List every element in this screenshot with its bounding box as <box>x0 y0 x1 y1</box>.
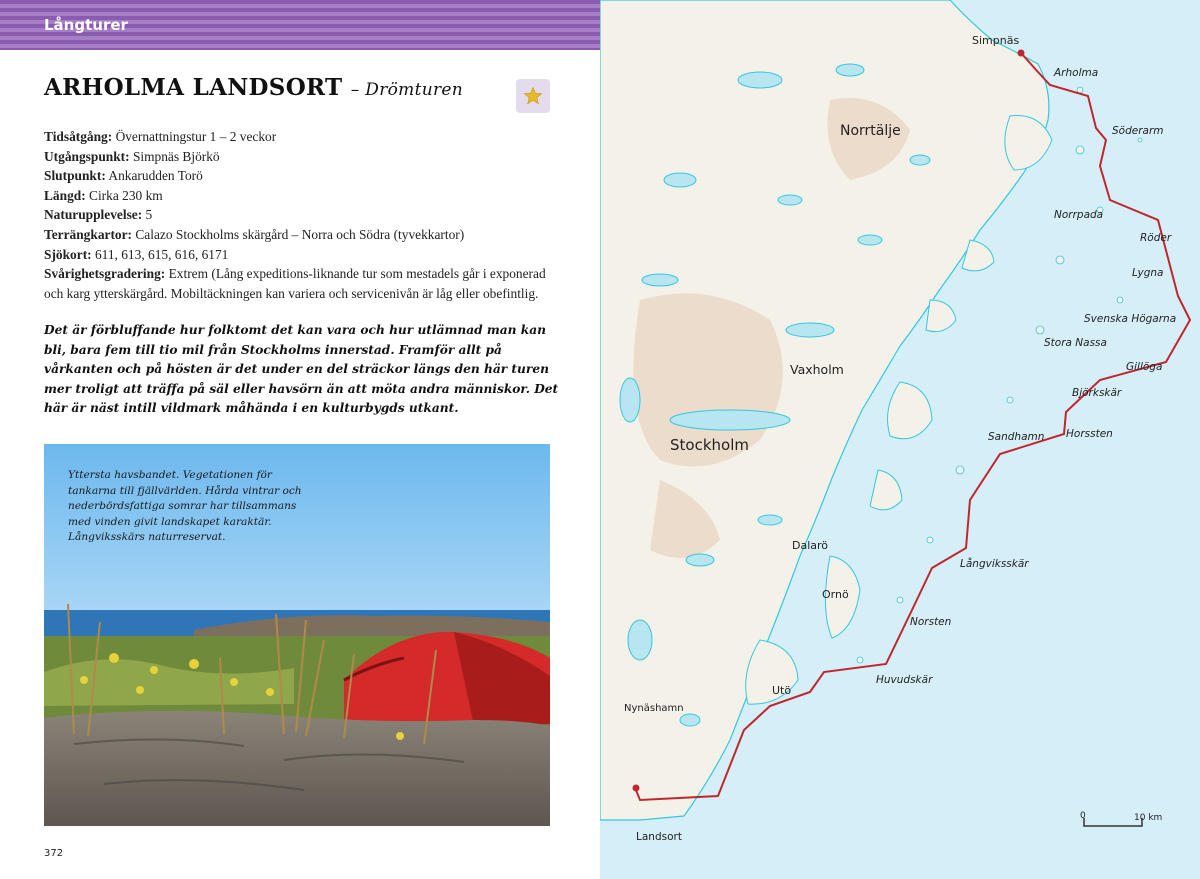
fact-value: Simpnäs Björkö <box>129 148 220 164</box>
label-svenska-hogarna: Svenska Högarna <box>1084 313 1177 325</box>
fact-key: Svårighetsgradering: <box>44 266 166 282</box>
map-canvas <box>600 0 1200 879</box>
label-stora-nassa: Stora Nassa <box>1044 337 1107 349</box>
label-stockholm: Stockholm <box>670 436 749 454</box>
intro-paragraph: Det är förbluffande hur folktomt det kan vara och hur utlämnad man kan bli, bara fem till tio mil från Stockholms innerstad. Framför allt på vårkanten och på hösten är det under en del sträckor längs den här turen mer troligt att träffa på säl eller havsörn än att möta andra människor. Det här är näst intill vildmark måhända i en kulturbygds utkant. <box>44 323 559 416</box>
label-sandhamn: Sandhamn <box>988 431 1045 443</box>
label-simpnas: Simpnäs <box>972 34 1020 47</box>
fact-key: Sjökort: <box>44 246 92 262</box>
photo-caption: Yttersta havsbandet. Vegetationen för tankarna till fjällvärlden. Hårda vintrar och nederbördsfattiga somrar har tillsammans med vinden givit landskapet karaktär. Långviksskärs naturreservat. <box>68 469 302 544</box>
fact-row <box>44 166 564 186</box>
rating-badge <box>516 79 550 113</box>
fact-row <box>44 127 564 147</box>
label-roder: Röder <box>1140 232 1172 244</box>
fact-value: Calazo Stockholms skärgård – Norra och Södra (tyvekkartor) <box>132 226 465 242</box>
label-huvudskar: Huvudskär <box>876 674 933 686</box>
route-title: ARHOLMA LANDSORT <box>44 74 343 101</box>
label-uto: Utö <box>772 684 792 697</box>
label-gilloga: Gillöga <box>1126 361 1163 373</box>
fact-row <box>44 245 564 265</box>
route-map <box>600 0 1200 879</box>
fact-value: 5 <box>142 207 153 223</box>
fact-key: Längd: <box>44 187 86 203</box>
label-bjorkskar: Björkskär <box>1072 387 1122 399</box>
fact-key: Utgångspunkt: <box>44 148 130 164</box>
label-langviksskar: Långviksskär <box>960 558 1029 570</box>
start-marker <box>1018 50 1025 57</box>
label-vaxholm: Vaxholm <box>790 362 844 377</box>
fact-key: Tidsåtgång: <box>44 129 113 144</box>
end-marker <box>633 785 640 792</box>
label-landsort: Landsort <box>636 831 682 843</box>
section-header-band <box>0 0 600 50</box>
page-number: 372 <box>44 848 64 859</box>
label-lygna: Lygna <box>1132 267 1164 279</box>
fact-key: Terrängkartor: <box>44 226 133 242</box>
label-norsten: Norsten <box>910 616 952 628</box>
label-horssten: Horssten <box>1066 428 1113 440</box>
label-orno: Ornö <box>822 588 849 601</box>
fact-value: Ankarudden Torö <box>105 168 203 184</box>
label-soderarm: Söderarm <box>1112 125 1164 137</box>
fact-row <box>44 225 564 245</box>
fact-row <box>44 205 564 225</box>
route-heading <box>44 74 463 101</box>
scale-end: 10 km <box>1134 813 1163 823</box>
scale-start: 0 <box>1080 811 1086 821</box>
fact-row <box>44 186 564 206</box>
fact-row <box>44 147 564 167</box>
camp-photo <box>44 444 550 826</box>
fact-key: Naturupplevelse: <box>44 207 143 223</box>
route-facts <box>44 127 564 303</box>
label-arholma: Arholma <box>1054 67 1099 79</box>
fact-value: Extrem (Lång expeditions-liknande tur som mestadels går i exponerad och karg ytterskärgård. Mobiltäckningen kan variera och servicenivån är låg eller obefintlig. <box>44 266 546 301</box>
fact-key: Slutpunkt: <box>44 168 106 184</box>
label-norrpada: Norrpada <box>1054 209 1104 221</box>
label-norrtalje: Norrtälje <box>840 123 901 139</box>
fact-value: Övernattningstur 1 – 2 veckor <box>112 129 277 144</box>
label-dalaro: Dalarö <box>792 539 829 552</box>
label-nynashamn: Nynäshamn <box>624 703 684 714</box>
fact-row <box>44 264 564 303</box>
route-subtitle: – Drömturen <box>350 80 464 100</box>
star-icon <box>523 86 543 106</box>
fact-value: 611, 613, 615, 616, 6171 <box>91 246 229 262</box>
fact-value: Cirka 230 km <box>85 187 163 203</box>
section-title: Långturer <box>44 16 128 34</box>
